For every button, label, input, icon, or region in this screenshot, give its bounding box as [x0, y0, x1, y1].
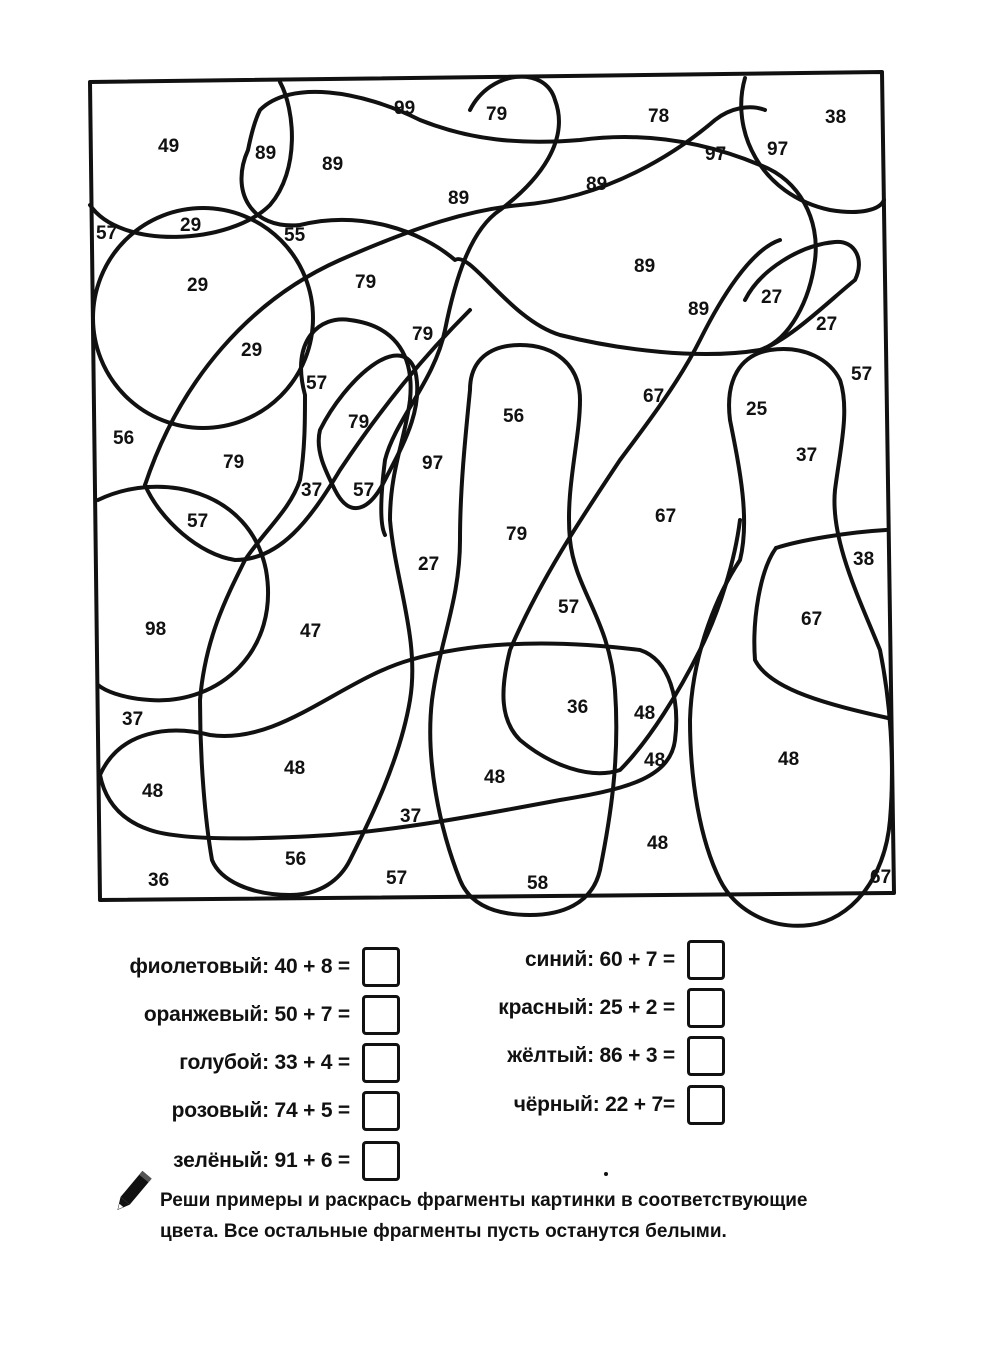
region-number: 38	[825, 107, 847, 128]
region-number: 48	[484, 767, 506, 788]
equation-row	[507, 1034, 725, 1078]
region-number: 48	[284, 758, 306, 779]
region-number: 89	[255, 143, 277, 164]
equation-row	[144, 993, 400, 1037]
equation-text: оранжевый: 50 + 7 =	[143, 1003, 350, 1026]
region-number: 57	[96, 223, 118, 244]
answer-box[interactable]	[687, 1036, 725, 1076]
instruction-text	[160, 1185, 930, 1247]
stray-dot	[604, 1172, 608, 1176]
answer-box[interactable]	[362, 1043, 400, 1083]
region-number: 89	[322, 154, 344, 175]
region-number: 67	[801, 609, 823, 630]
equation-row	[173, 1139, 400, 1183]
answer-box[interactable]	[362, 1141, 400, 1181]
region-number: 27	[761, 287, 783, 308]
instruction-line: цвета. Все остальные фрагменты пусть останутся белыми.	[160, 1221, 727, 1242]
pin-right	[690, 349, 892, 926]
region-number: 89	[586, 174, 608, 195]
region-number: 79	[486, 104, 508, 125]
region-number: 36	[148, 870, 170, 891]
region-number: 38	[853, 549, 875, 570]
wavy-loop-top	[241, 92, 815, 354]
region-number: 79	[348, 412, 370, 433]
region-number: 89	[634, 256, 656, 277]
answer-box[interactable]	[687, 1085, 725, 1125]
region-number: 48	[644, 750, 666, 771]
equation-row	[525, 938, 725, 982]
equation-row	[172, 1089, 400, 1133]
region-number: 57	[353, 480, 375, 501]
band-48	[100, 643, 676, 838]
equation-text: голубой: 33 + 4 =	[179, 1051, 350, 1074]
equation-row	[514, 1083, 725, 1127]
region-number: 36	[567, 697, 589, 718]
region-number: 47	[300, 621, 322, 642]
pin-top-center	[381, 77, 559, 535]
loop-89-25	[503, 240, 783, 773]
region-number: 29	[180, 215, 202, 236]
pin-left	[200, 319, 412, 895]
region-number: 78	[648, 106, 670, 127]
region-number: 57	[558, 597, 580, 618]
region-number: 57	[851, 364, 873, 385]
region-number: 89	[448, 188, 470, 209]
region-98-edge	[776, 530, 886, 548]
answer-box[interactable]	[362, 1091, 400, 1131]
region-number: 56	[285, 849, 307, 870]
region-number: 37	[796, 445, 818, 466]
pin-middle	[430, 345, 616, 915]
region-number: 79	[506, 524, 528, 545]
answer-box[interactable]	[362, 995, 400, 1035]
region-number: 97	[705, 144, 727, 165]
answer-box[interactable]	[687, 988, 725, 1028]
region-number: 67	[870, 867, 892, 888]
region-number: 29	[241, 340, 263, 361]
answer-box[interactable]	[362, 947, 400, 987]
circle-left	[93, 208, 313, 428]
region-number: 67	[643, 386, 665, 407]
region-number: 98	[145, 619, 167, 640]
region-number: 57	[187, 511, 209, 532]
diagonal-band	[145, 107, 765, 485]
region-number: 48	[778, 749, 800, 770]
region-number: 57	[306, 373, 328, 394]
equation-row	[498, 986, 725, 1030]
region-number: 97	[422, 453, 444, 474]
equation-text: синий: 60 + 7 =	[525, 948, 675, 971]
region-number: 48	[634, 703, 656, 724]
region-number: 57	[386, 868, 408, 889]
region-number: 67	[655, 506, 677, 527]
equation-text: жёлтый: 86 + 3 =	[507, 1044, 675, 1067]
region-number: 58	[527, 873, 549, 894]
region-number: 55	[284, 225, 306, 246]
region-number: 27	[418, 554, 440, 575]
answer-box[interactable]	[687, 940, 725, 980]
region-number: 37	[301, 480, 323, 501]
instruction-line: Реши примеры и раскрась фрагменты картинки в соответствующие	[160, 1190, 808, 1211]
circle-lower-left	[98, 487, 268, 701]
pencil-icon	[108, 1168, 158, 1218]
equation-row	[179, 1041, 400, 1085]
circle-top-right	[741, 78, 884, 212]
region-number: 97	[767, 139, 789, 160]
region-number: 48	[142, 781, 164, 802]
region-number: 99	[394, 98, 416, 119]
region-37-loop	[754, 548, 888, 718]
region-number: 56	[113, 428, 135, 449]
equation-text: чёрный: 22 + 7=	[513, 1093, 675, 1116]
region-number: 37	[122, 709, 144, 730]
region-number: 27	[816, 314, 838, 335]
region-number: 25	[746, 399, 768, 420]
region-number: 79	[412, 324, 434, 345]
equation-row	[129, 945, 400, 989]
equation-text: розовый: 74 + 5 =	[171, 1099, 350, 1122]
equation-text: зелёный: 91 + 6 =	[173, 1149, 350, 1172]
region-number: 56	[503, 406, 525, 427]
region-number: 37	[400, 806, 422, 827]
region-number: 79	[223, 452, 245, 473]
region-number: 48	[647, 833, 669, 854]
region-number: 29	[187, 275, 209, 296]
region-number: 89	[688, 299, 710, 320]
equation-text: фиолетовый: 40 + 8 =	[129, 955, 350, 978]
region-number: 79	[355, 272, 377, 293]
equation-text: красный: 25 + 2 =	[498, 996, 675, 1019]
region-number: 49	[158, 136, 180, 157]
